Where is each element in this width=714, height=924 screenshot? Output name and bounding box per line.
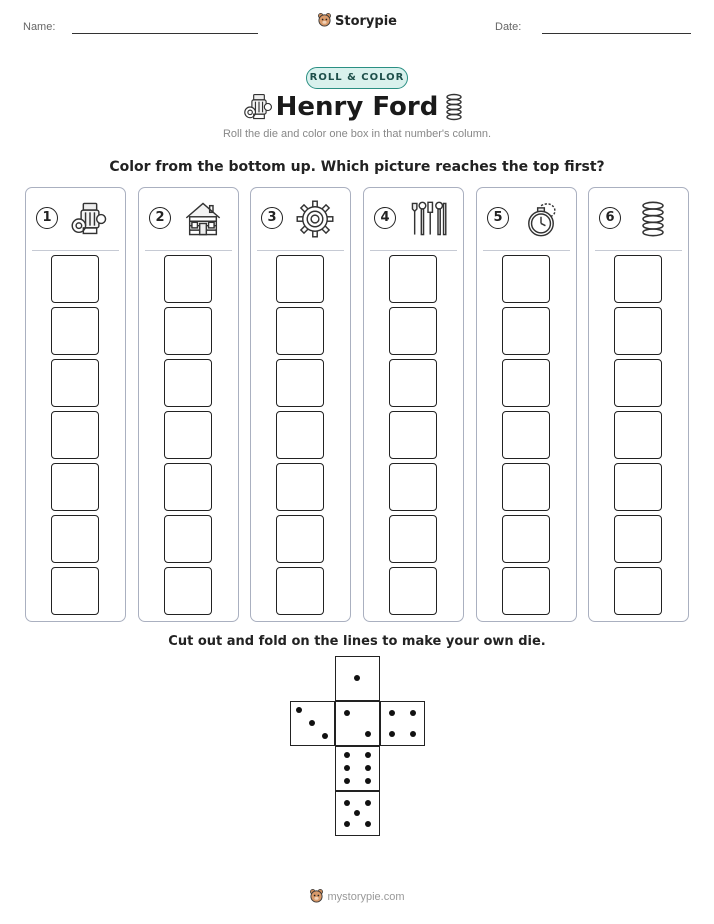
die-pip [344,752,350,758]
color-box[interactable] [276,307,324,355]
subtitle: Roll the die and color one box in that number's column. [222,128,492,140]
color-box[interactable] [389,411,437,459]
column-divider [145,250,232,251]
column-header [26,188,125,248]
column-number: 2 [149,207,171,229]
color-box[interactable] [276,463,324,511]
color-box[interactable] [502,307,550,355]
color-box[interactable] [502,567,550,615]
color-box[interactable] [502,515,550,563]
die-face-5 [335,791,380,836]
color-box[interactable] [389,307,437,355]
color-box[interactable] [614,359,662,407]
color-box[interactable] [51,463,99,511]
column-3 [250,187,351,622]
column-number: 3 [261,207,283,229]
die-pip [365,778,371,784]
die-pip [410,710,416,716]
brand-header [0,12,714,31]
die-pip [309,720,315,726]
color-box[interactable] [51,411,99,459]
color-box[interactable] [276,411,324,459]
color-box[interactable] [389,463,437,511]
spring-icon [633,199,673,243]
column-number: 6 [599,207,621,229]
color-box[interactable] [502,411,550,459]
die-pip [344,821,350,827]
instruction: Color from the bottom up. Which picture reaches the top first? [109,159,605,175]
die-pip [354,810,360,816]
color-box[interactable] [164,411,212,459]
color-box[interactable] [502,255,550,303]
color-box[interactable] [164,567,212,615]
color-box[interactable] [276,359,324,407]
die-pip [344,710,350,716]
column-1 [25,187,126,622]
page-title: Henry Ford [275,92,439,122]
date-line[interactable] [542,33,691,34]
column-divider [257,250,344,251]
color-box[interactable] [389,255,437,303]
color-box[interactable] [276,515,324,563]
color-box[interactable] [502,463,550,511]
die-pip [365,752,371,758]
tools-icon [408,199,448,243]
storypie-bear-icon [309,888,324,906]
color-box[interactable] [276,567,324,615]
color-box[interactable] [614,307,662,355]
color-box[interactable] [389,567,437,615]
gear-icon [295,199,335,243]
die-face-3 [290,701,335,746]
color-box[interactable] [51,515,99,563]
pocket-watch-icon [521,199,561,243]
die-pip [365,800,371,806]
color-box[interactable] [51,255,99,303]
column-6 [588,187,689,622]
die-pip [322,733,328,739]
color-box[interactable] [164,463,212,511]
cut-instruction: Cut out and fold on the lines to make your own die. [168,634,546,649]
column-2 [138,187,239,622]
die-pip [389,710,395,716]
color-box[interactable] [389,515,437,563]
roll-color-badge: ROLL & COLOR [306,67,408,89]
color-box[interactable] [164,359,212,407]
die-pip [365,731,371,737]
die-face-1 [335,656,380,701]
die-pip [389,731,395,737]
color-box[interactable] [614,411,662,459]
name-line[interactable] [72,33,258,34]
color-box[interactable] [164,307,212,355]
name-label: Name: [23,21,56,33]
footer [0,888,714,906]
footer-url: mystorypie.com [327,890,405,903]
die-face-2 [335,701,380,746]
die-pip [410,731,416,737]
color-box[interactable] [164,255,212,303]
die-pip [365,821,371,827]
column-divider [32,250,119,251]
column-header [251,188,350,248]
column-header [477,188,576,248]
column-header [364,188,463,248]
storypie-bear-icon [317,12,332,31]
column-number: 4 [374,207,396,229]
die-pip [344,765,350,771]
engine-icon [70,199,110,243]
color-box[interactable] [51,567,99,615]
die-pip [344,778,350,784]
color-box[interactable] [502,359,550,407]
brand-name: Storypie [335,14,397,29]
column-divider [483,250,570,251]
die-pip [296,707,302,713]
column-divider [595,250,682,251]
color-box[interactable] [614,255,662,303]
die-net [290,656,424,835]
color-box[interactable] [51,359,99,407]
color-box[interactable] [614,515,662,563]
column-4 [363,187,464,622]
column-number: 5 [487,207,509,229]
date-label: Date: [495,21,522,33]
die-pip [344,800,350,806]
color-box[interactable] [389,359,437,407]
title-spring-icon [445,93,463,127]
column-5 [476,187,577,622]
color-box[interactable] [164,515,212,563]
die-pip [354,675,360,681]
column-number: 1 [36,207,58,229]
color-box[interactable] [614,463,662,511]
column-header [139,188,238,248]
color-box[interactable] [276,255,324,303]
die-pip [365,765,371,771]
color-box[interactable] [614,567,662,615]
die-face-4 [380,701,425,746]
color-box[interactable] [51,307,99,355]
column-divider [370,250,457,251]
house-icon [183,199,223,243]
die-face-6 [335,746,380,791]
column-header [589,188,688,248]
